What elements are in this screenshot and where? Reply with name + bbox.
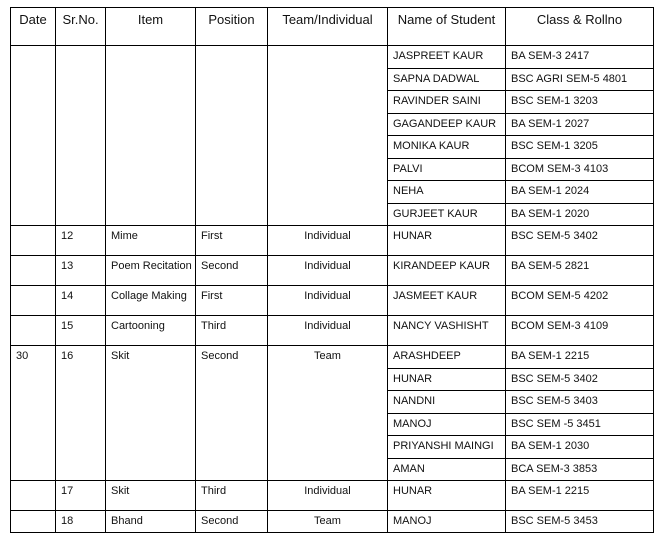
student-name: NANCY VASHISHT [388, 316, 506, 346]
header-sr-no: Sr.No. [56, 8, 106, 46]
date-cell [11, 256, 56, 286]
date-cell [11, 316, 56, 346]
type-cell [268, 46, 388, 226]
position-cell: First [196, 286, 268, 316]
results-table [10, 7, 654, 533]
date-cell [11, 286, 56, 316]
sr-cell: 14 [56, 286, 106, 316]
type-cell: Team [268, 511, 388, 533]
student-class: BCA SEM-3 3853 [506, 458, 654, 481]
date-cell [11, 226, 56, 256]
position-cell: Third [196, 316, 268, 346]
student-name: HUNAR [388, 481, 506, 511]
student-class: BCOM SEM-3 4103 [506, 158, 654, 181]
sr-cell: 17 [56, 481, 106, 511]
type-cell: Individual [268, 316, 388, 346]
sr-cell: 13 [56, 256, 106, 286]
header-student-name: Name of Student [388, 8, 506, 46]
header-position: Position [196, 8, 268, 46]
student-class: BSC SEM-5 3402 [506, 368, 654, 391]
student-class: BSC SEM-1 3205 [506, 136, 654, 159]
type-cell: Individual [268, 256, 388, 286]
table-row [11, 46, 654, 69]
header-team-individual: Team/Individual [268, 8, 388, 46]
position-cell [196, 46, 268, 226]
date-cell: 30 [11, 346, 56, 481]
item-cell: Skit [106, 346, 196, 481]
item-cell: Bhand [106, 511, 196, 533]
item-cell: Cartooning [106, 316, 196, 346]
student-name: NEHA [388, 181, 506, 204]
header-row [11, 8, 654, 46]
student-name: KIRANDEEP KAUR [388, 256, 506, 286]
header-date: Date [11, 8, 56, 46]
student-name: MANOJ [388, 511, 506, 533]
table-row [11, 286, 654, 316]
item-cell: Mime [106, 226, 196, 256]
position-cell: Third [196, 481, 268, 511]
type-cell: Individual [268, 481, 388, 511]
student-name: RAVINDER SAINI [388, 91, 506, 114]
student-class: BA SEM-1 2215 [506, 481, 654, 511]
student-class: BSC SEM-5 3453 [506, 511, 654, 533]
student-class: BA SEM-1 2215 [506, 346, 654, 369]
sr-cell: 15 [56, 316, 106, 346]
item-cell [106, 46, 196, 226]
student-name: JASMEET KAUR [388, 286, 506, 316]
student-class: BCOM SEM-5 4202 [506, 286, 654, 316]
student-name: SAPNA DADWAL [388, 68, 506, 91]
type-cell: Individual [268, 226, 388, 256]
table-row [11, 346, 654, 369]
student-name: HUNAR [388, 368, 506, 391]
header-item: Item [106, 8, 196, 46]
student-class: BSC SEM-1 3203 [506, 91, 654, 114]
student-class: BSC SEM-5 3402 [506, 226, 654, 256]
item-cell: Skit [106, 481, 196, 511]
student-name: GURJEET KAUR [388, 203, 506, 226]
table-row [11, 481, 654, 511]
student-class: BSC SEM-5 3403 [506, 391, 654, 414]
student-class: BA SEM-1 2030 [506, 436, 654, 459]
student-name: GAGANDEEP KAUR [388, 113, 506, 136]
position-cell: Second [196, 511, 268, 533]
student-class: BA SEM-1 2020 [506, 203, 654, 226]
table-row [11, 226, 654, 256]
student-class: BA SEM-5 2821 [506, 256, 654, 286]
student-class: BA SEM-3 2417 [506, 46, 654, 69]
student-class: BSC SEM -5 3451 [506, 413, 654, 436]
student-name: ARASHDEEP [388, 346, 506, 369]
item-cell: Poem Recitation [106, 256, 196, 286]
student-class: BA SEM-1 2024 [506, 181, 654, 204]
student-name: PALVI [388, 158, 506, 181]
date-cell [11, 511, 56, 533]
student-class: BSC AGRI SEM-5 4801 [506, 68, 654, 91]
table-row [11, 316, 654, 346]
type-cell: Team [268, 346, 388, 481]
table-row [11, 256, 654, 286]
position-cell: Second [196, 256, 268, 286]
student-name: MANOJ [388, 413, 506, 436]
student-name: NANDNI [388, 391, 506, 414]
student-name: AMAN [388, 458, 506, 481]
table-row [11, 511, 654, 533]
position-cell: First [196, 226, 268, 256]
student-name: JASPREET KAUR [388, 46, 506, 69]
sr-cell [56, 46, 106, 226]
date-cell [11, 46, 56, 226]
sr-cell: 16 [56, 346, 106, 481]
student-name: PRIYANSHI MAINGI [388, 436, 506, 459]
student-name: HUNAR [388, 226, 506, 256]
item-cell: Collage Making [106, 286, 196, 316]
student-class: BA SEM-1 2027 [506, 113, 654, 136]
student-class: BCOM SEM-3 4109 [506, 316, 654, 346]
date-cell [11, 481, 56, 511]
type-cell: Individual [268, 286, 388, 316]
sr-cell: 18 [56, 511, 106, 533]
header-class-rollno: Class & Rollno [506, 8, 654, 46]
position-cell: Second [196, 346, 268, 481]
student-name: MONIKA KAUR [388, 136, 506, 159]
sr-cell: 12 [56, 226, 106, 256]
